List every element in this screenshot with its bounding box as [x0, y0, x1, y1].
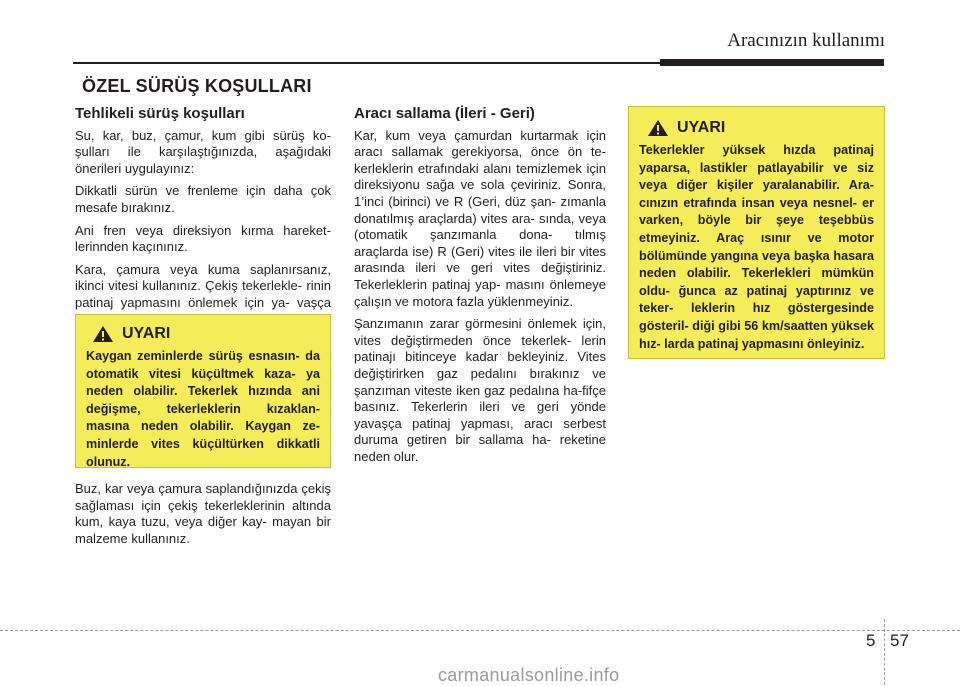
- left-column: [75, 106, 331, 334]
- warning-text: Tekerlekler yüksek hızda patinaj yaparsa, lastikler patlayabilir ve siz veya diğer kişiler yaralanabilir. Ara- cınızın etrafında insan veya nesnel- er varken, böyle bir şeye teşebbüs etmeyiniz. Araç ısınır ve motor bölümünde yangına veya başka hasara neden olabilir. Tekerlekleri mümkün oldu- ğunca az patinaj yaptırınız ve teker- leklerin hız göstergesinde gösteril- diği gibi 56 km/saatten yüksek hız- larda patinaj yapmasını önleyiniz.: [639, 143, 874, 351]
- middle-paragraph: Şanzımanın zarar görmesini önlemek için, vites değiştirmeden önce tekerlek- lerin patinajı bitinceye kadar bekleyiniz. Vites değiştirirken gaz pedalını bırakınız ve şanzıman viteste iken gaz pedalına ha-fifçe basınız. Tekerlerin ileri ve geri yönde yavaşça patinaj yapması, aracı serbest duruma getiren bir sallama ha- reketine neden olur.: [354, 316, 606, 464]
- warning-title: UYARI: [122, 325, 171, 342]
- warning-box-right: [628, 106, 885, 359]
- header-bar: [660, 59, 884, 66]
- left-paragraph: Buz, kar veya çamura saplandığınızda çekiş sağlaması için çekiş tekerleklerinin altında kum, kaya tuzu, veya diğer kay- mayan bir malzeme kullanınız.: [75, 481, 331, 546]
- middle-paragraph: Kar, kum veya çamurdan kurtarmak için aracı sallamak gerekiyorsa, önce ön te- kerleklerin etrafındaki alanı temizlemek için direksiyonu sağa ve sola çeviriniz. Sonra, 1’inci (birinci) ve R (Geri, düz şan- zımanla donatılmış araçlarda) vites ara- sında, veya (otomatik şanzımanla dona- tılmış araçlarda ise) R (Geri) vites ile ileri bir vites arasında ileri ve geri vites değiştiriniz. Tekerleklerin patinaj yap- masını önlemeye çalışın ve motora fazla yüklenmeyiniz.: [354, 127, 606, 309]
- left-heading: Tehlikeli sürüş koşulları: [75, 105, 245, 122]
- warning-box-left: [75, 314, 331, 468]
- left-paragraph: Dikkatli sürün ve frenleme için daha çok mesafe bırakınız.: [75, 183, 331, 215]
- chapter-title: Aracınızın kullanımı: [727, 30, 885, 51]
- warning-title: UYARI: [677, 119, 726, 136]
- warning-triangle-icon: [647, 119, 669, 137]
- left-paragraph: Ani fren veya direksiyon kırma hareket- lerinnden kaçınınız.: [75, 222, 331, 255]
- warning-text: Kaygan zeminlerde sürüş esnasın- da otomatik vitesi küçültmek kaza- ya neden olabilir. Tekerlek hızında ani değişme, tekerleklerin kızaklan- masına neden olabilir. Kaygan ze- minlerde vites küçültürken dikkatli olunuz.: [86, 349, 320, 469]
- middle-column: [354, 106, 606, 471]
- section-title: ÖZEL SÜRÜŞ KOŞULLARI: [82, 76, 312, 96]
- middle-heading: Aracı sallama (İleri - Geri): [354, 105, 535, 122]
- left-column-bottom: [75, 481, 331, 553]
- page-divider: [884, 619, 885, 685]
- warning-header: [86, 325, 320, 343]
- left-paragraph: Su, kar, buz, çamur, kum gibi sürüş ko- şulları ile karşılaştığınızda, aşağıdaki önerileri uygulayınız:: [75, 127, 331, 176]
- section-number: 5: [866, 631, 876, 650]
- warning-triangle-icon: [92, 325, 114, 343]
- page-number: 57: [890, 631, 909, 650]
- watermark: carmanualsonline.info: [438, 665, 620, 685]
- left-paragraph: Kara, çamura veya kuma saplanırsanız, ikinci vitesi kullanınız. Çekiş tekerlekle- rinin patinaj yapmasını önlemek için ya- vaşça: [75, 261, 331, 310]
- warning-header: [639, 119, 874, 137]
- footer-rule: [0, 630, 960, 631]
